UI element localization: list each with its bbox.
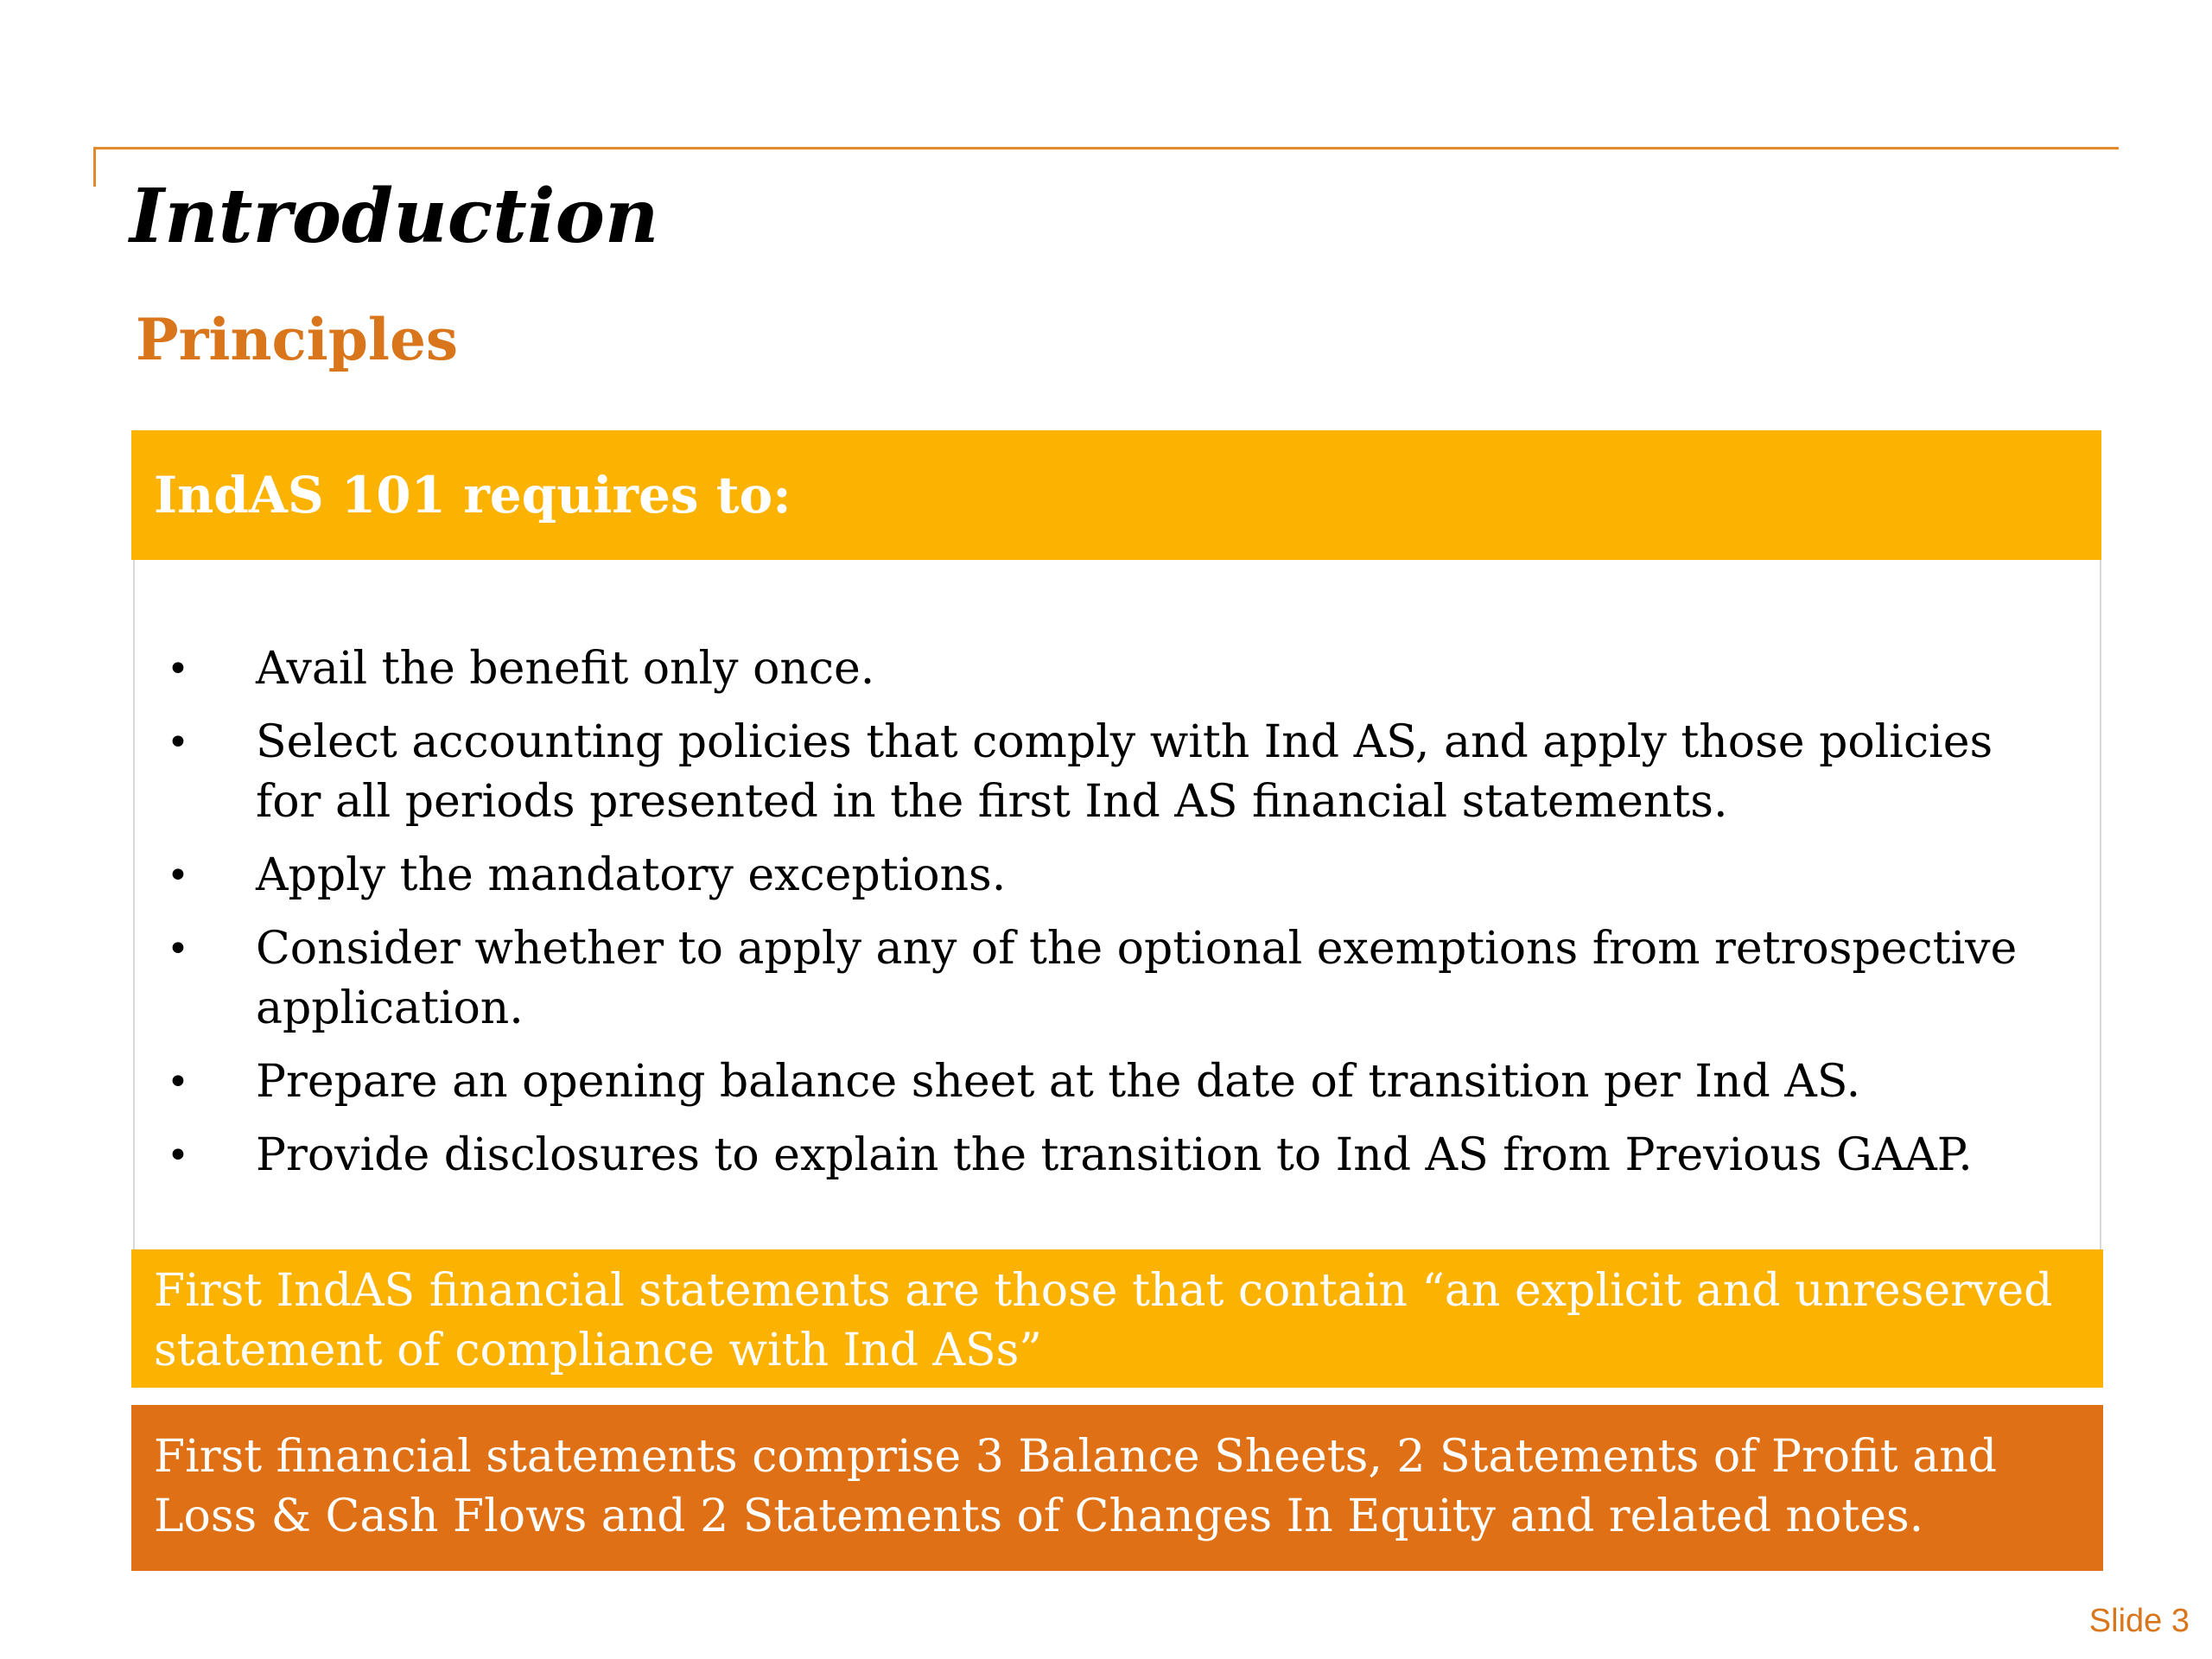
top-rule-tick	[93, 147, 96, 187]
bullet-text: Apply the mandatory exceptions.	[256, 849, 1007, 901]
slide-subtitle: Principles	[136, 306, 459, 373]
slide-number: Slide 3	[2088, 1603, 2190, 1639]
bullet-icon: •	[167, 647, 189, 691]
requirements-list-item	[161, 1126, 2062, 1185]
requirements-box-header	[131, 430, 2101, 560]
bullet-text: Provide disclosures to explain the transition to Ind AS from Previous GAAP.	[256, 1129, 1973, 1181]
bullet-icon: •	[167, 927, 189, 971]
requirements-list-item	[161, 1052, 2062, 1112]
first-statements-definition-text: First IndAS financial statements are those that contain “an explicit and unreserved statement of compliance with Ind ASs”	[154, 1265, 2053, 1376]
requirements-list	[161, 639, 2062, 1199]
bullet-icon: •	[167, 1134, 189, 1178]
requirements-box-header-text: IndAS 101 requires to:	[154, 466, 791, 524]
first-statements-comprise-note	[131, 1405, 2103, 1571]
top-rule	[93, 147, 2119, 149]
slide-title: Introduction	[130, 173, 659, 260]
bullet-text: Select accounting policies that comply with Ind AS, and apply those policies for all periods presented in the first Ind AS financial statements.	[256, 716, 1993, 828]
bullet-text: Consider whether to apply any of the optional exemptions from retrospective application.	[256, 923, 2018, 1034]
bullet-text: Avail the benefit only once.	[256, 643, 875, 695]
requirements-list-item	[161, 846, 2062, 906]
bullet-icon: •	[167, 1060, 189, 1104]
first-statements-definition-note	[131, 1249, 2103, 1388]
bullet-icon: •	[167, 721, 189, 765]
requirements-box-body	[133, 560, 2101, 1251]
requirements-list-item	[161, 639, 2062, 699]
first-statements-comprise-text: First financial statements comprise 3 Balance Sheets, 2 Statements of Profit and Loss & Cash Flows and 2 Statements of Changes In Equity and related notes.	[154, 1431, 1997, 1542]
bullet-text: Prepare an opening balance sheet at the date of transition per Ind AS.	[256, 1056, 1861, 1108]
requirements-list-item	[161, 919, 2062, 1039]
bullet-icon: •	[167, 854, 189, 898]
requirements-list-item	[161, 713, 2062, 832]
